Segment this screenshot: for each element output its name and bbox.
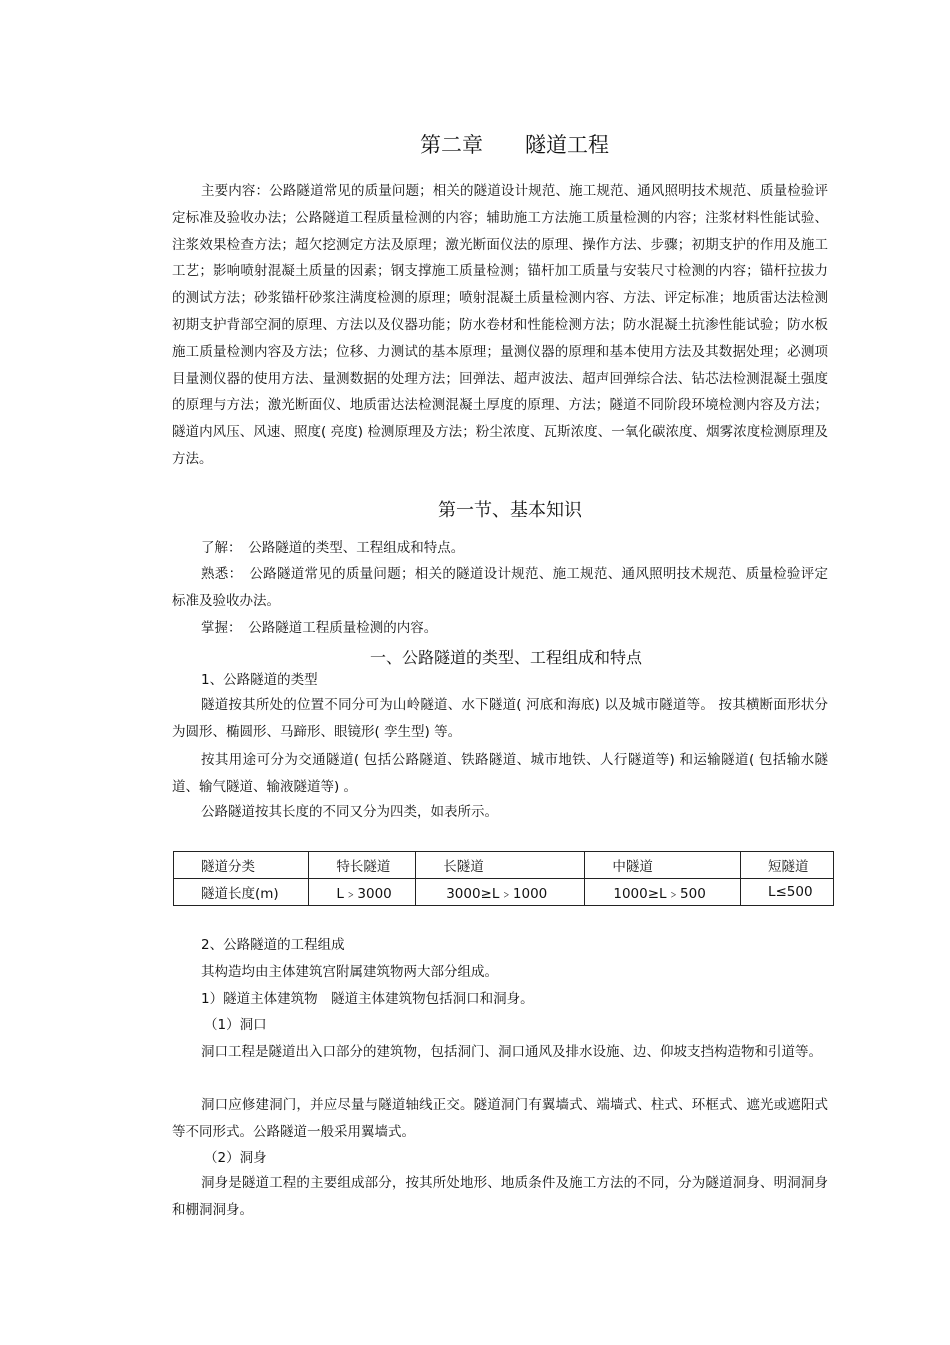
master-line: 掌握： 公路隧道工程质量检测的内容。 — [201, 620, 438, 636]
table-cell: L≤500 — [740, 879, 833, 906]
intro-paragraph: 主要内容：公路隧道常见的质量问题；相关的隧道设计规范、施工规范、通风照明技术规范、质量检验评定标准及验收办法；公路隧道工程质量检测的内容；辅助施工方法施工质量检测的内容；注浆材料性能试验、注浆效果检查方法；超欠挖测定方法及原理；激光断面仪法的原理、操作方法、步骤；初期支护的作用及施工工艺；影响喷射混凝土质量的因素；钢支撑施工质量检测；锚杆加工质量与安装尺寸检测的内容；锚杆拉拔力的测试方法；砂浆锚杆砂浆注满度检测的原理；喷射混凝土质量检测内容、方法、评定标准；地质雷达法检测初期支护背部空洞的原理、方法以及仪器功能；防水卷材和性能检测方法；防水混凝土抗渗性能试验；防水板施工质量检测内容及方法；位移、力测试的基本原理；量测仪器的原理和基本使用方法及其数据处理；必测项目量测仪器的使用方法、量测数据的处理方法；回弹法、超声波法、超声回弹综合法、钻芯法检测混凝土强度的原理与方法；激光断面仪、地质雷达法检测混凝土厚度的原理、方法；隧道不同阶段环境检测内容及方法；隧道内风压、风速、照度( 亮度) 检测原理及方法；粉尘浓度、瓦斯浓度、一氧化碳浓度、烟雾浓度检测原理及方法。 — [172, 183, 828, 467]
body-paragraph: 洞身是隧道工程的主要组成部分，按其所处地形、地质条件及施工方法的不同，分为隧道洞身、明洞洞身和棚洞洞身。 — [172, 1175, 828, 1218]
types-paragraph-3: 公路隧道按其长度的不同又分为四类，如表所示。 — [201, 804, 498, 820]
portal-paragraph-2: 洞口应修建洞门，并应尽量与隧道轴线正交。隧道洞门有翼墙式、端墙式、柱式、环框式、遮光或遮阳式等不同形式。公路隧道一般采用翼墙式。 — [172, 1097, 828, 1140]
table-cell: L﹥3000 — [309, 879, 416, 906]
familiar-paragraph: 熟悉： 公路隧道常见的质量问题；相关的隧道设计规范、施工规范、通风照明技术规范、质量检验评定标准及验收办法。 — [172, 566, 828, 609]
table-cell: 隧道长度(m) — [174, 879, 309, 906]
types-paragraph-2: 按其用途可分为交通隧道( 包括公路隧道、铁路隧道、城市地铁、人行隧道等) 和运输隧道( 包括输水隧道、输气隧道、输液隧道等) 。 — [172, 752, 828, 795]
types-paragraph-1: 隧道按其所处的位置不同分可为山岭隧道、水下隧道( 河底和海底) 以及城市隧道等。 按其横断面形状分为圆形、椭圆形、马蹄形、眼镜形( 孪生型) 等。 — [172, 697, 828, 740]
portal-paragraph-1: 洞口工程是隧道出入口部分的建筑物，包括洞门、洞口通风及排水设施、边、仰坡支挡构造物和引道等。 — [201, 1044, 822, 1060]
composition-paragraph: 其构造均由主体建筑宫附属建筑物两大部分组成。 — [201, 964, 498, 980]
composition-heading: 2、公路隧道的工程组成 — [201, 937, 345, 953]
chapter-title: 第二章 隧道工程 — [420, 133, 609, 157]
portal-heading: （1）洞口 — [204, 1017, 267, 1033]
body-heading: （2）洞身 — [204, 1150, 267, 1166]
tunnel-length-table — [173, 851, 834, 906]
table-cell: 长隧道 — [416, 852, 585, 879]
table-cell: 特长隧道 — [309, 852, 416, 879]
types-heading: 1、公路隧道的类型 — [201, 672, 318, 688]
table-cell: 中隧道 — [585, 852, 741, 879]
understand-line: 了解： 公路隧道的类型、工程组成和特点。 — [201, 540, 465, 556]
subsection-title: 一、公路隧道的类型、工程组成和特点 — [370, 648, 643, 667]
table-cell: 短隧道 — [740, 852, 833, 879]
table-row — [174, 879, 834, 906]
table-header-row — [174, 852, 834, 879]
table-cell: 1000≥L﹥500 — [585, 879, 741, 906]
table-cell: 隧道分类 — [174, 852, 309, 879]
main-building-line: 1）隧道主体建筑物 隧道主体建筑物包括洞口和洞身。 — [201, 991, 534, 1007]
table-cell: 3000≥L﹥1000 — [416, 879, 585, 906]
section-title: 第一节、基本知识 — [438, 500, 582, 521]
